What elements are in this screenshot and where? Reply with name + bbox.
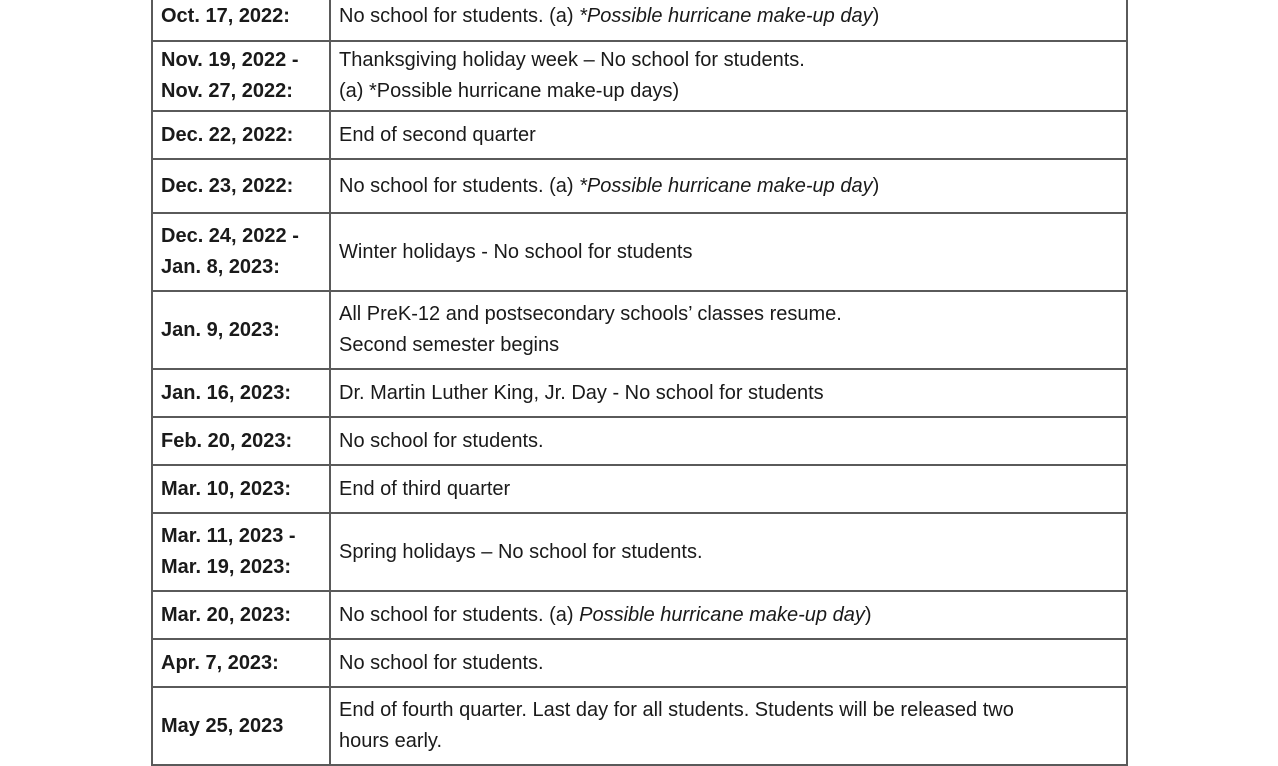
table-row [152,213,1127,291]
description-line: Winter holidays - No school for students [339,240,693,263]
description-line: Thanksgiving holiday week – No school for students. [339,49,805,71]
description-line: No school for students. [339,651,544,674]
calendar-rows [152,0,1127,765]
date-text: Mar. 10, 2023: [161,477,292,500]
description-cell [330,369,1127,417]
table-row [152,591,1127,639]
table-row [152,465,1127,513]
description-cell [330,111,1127,159]
date-cell [152,513,330,591]
date-cell [152,159,330,213]
date-cell [152,591,330,639]
description-line: Dr. Martin Luther King, Jr. Day - No school for students [339,381,824,404]
date-cell [152,687,330,765]
date-text: Dec. 22, 2022: [161,123,294,146]
date-text: Nov. 27, 2022: [161,80,293,102]
date-cell [152,465,330,513]
table-row [152,639,1127,687]
description-line: (a) *Possible hurricane make-up days) [339,80,680,102]
description-line: No school for students. (a) *Possible hurricane make-up day) [339,5,880,27]
description-cell [330,639,1127,687]
date-text: Jan. 9, 2023: [161,318,280,341]
description-cell [330,0,1127,41]
description-line: End of fourth quarter. Last day for all students. Students will be released two [339,699,1014,721]
school-calendar-table [151,0,1128,766]
table-row [152,41,1127,111]
table-row [152,369,1127,417]
table-row [152,111,1127,159]
description-line: No school for students. (a) Possible hurricane make-up day) [339,603,872,626]
date-text: Oct. 17, 2022: [161,5,290,27]
description-line: End of second quarter [339,123,536,146]
date-text: Mar. 11, 2023 - [161,525,296,547]
description-cell [330,687,1127,765]
description-cell [330,417,1127,465]
date-text: May 25, 2023 [161,714,284,737]
description-cell [330,213,1127,291]
date-cell [152,41,330,111]
date-text: Apr. 7, 2023: [161,651,279,674]
date-text: Nov. 19, 2022 - [161,49,299,71]
description-line: No school for students. (a) *Possible hurricane make-up day) [339,174,880,197]
table-row [152,291,1127,369]
description-cell [330,41,1127,111]
table-row [152,687,1127,765]
table-row [152,513,1127,591]
date-text: Jan. 8, 2023: [161,256,280,278]
date-text: Mar. 19, 2023: [161,556,292,578]
date-text: Mar. 20, 2023: [161,603,292,626]
description-cell [330,291,1127,369]
description-line: hours early. [339,730,443,752]
table-row [152,0,1127,41]
date-text: Feb. 20, 2023: [161,429,293,452]
date-cell [152,111,330,159]
description-line: End of third quarter [339,477,511,500]
description-line: Second semester begins [339,334,560,356]
date-cell [152,639,330,687]
table-row [152,417,1127,465]
date-cell [152,369,330,417]
date-text: Jan. 16, 2023: [161,381,292,404]
description-cell [330,591,1127,639]
description-cell [330,465,1127,513]
date-cell [152,417,330,465]
date-text: Dec. 23, 2022: [161,174,294,197]
date-text: Dec. 24, 2022 - [161,225,299,247]
table-row [152,159,1127,213]
description-cell [330,513,1127,591]
description-line: No school for students. [339,429,544,452]
date-cell [152,213,330,291]
description-line: Spring holidays – No school for students. [339,540,703,563]
description-line: All PreK-12 and postsecondary schools’ classes resume. [339,303,842,325]
description-cell [330,159,1127,213]
date-cell [152,291,330,369]
date-cell [152,0,330,41]
